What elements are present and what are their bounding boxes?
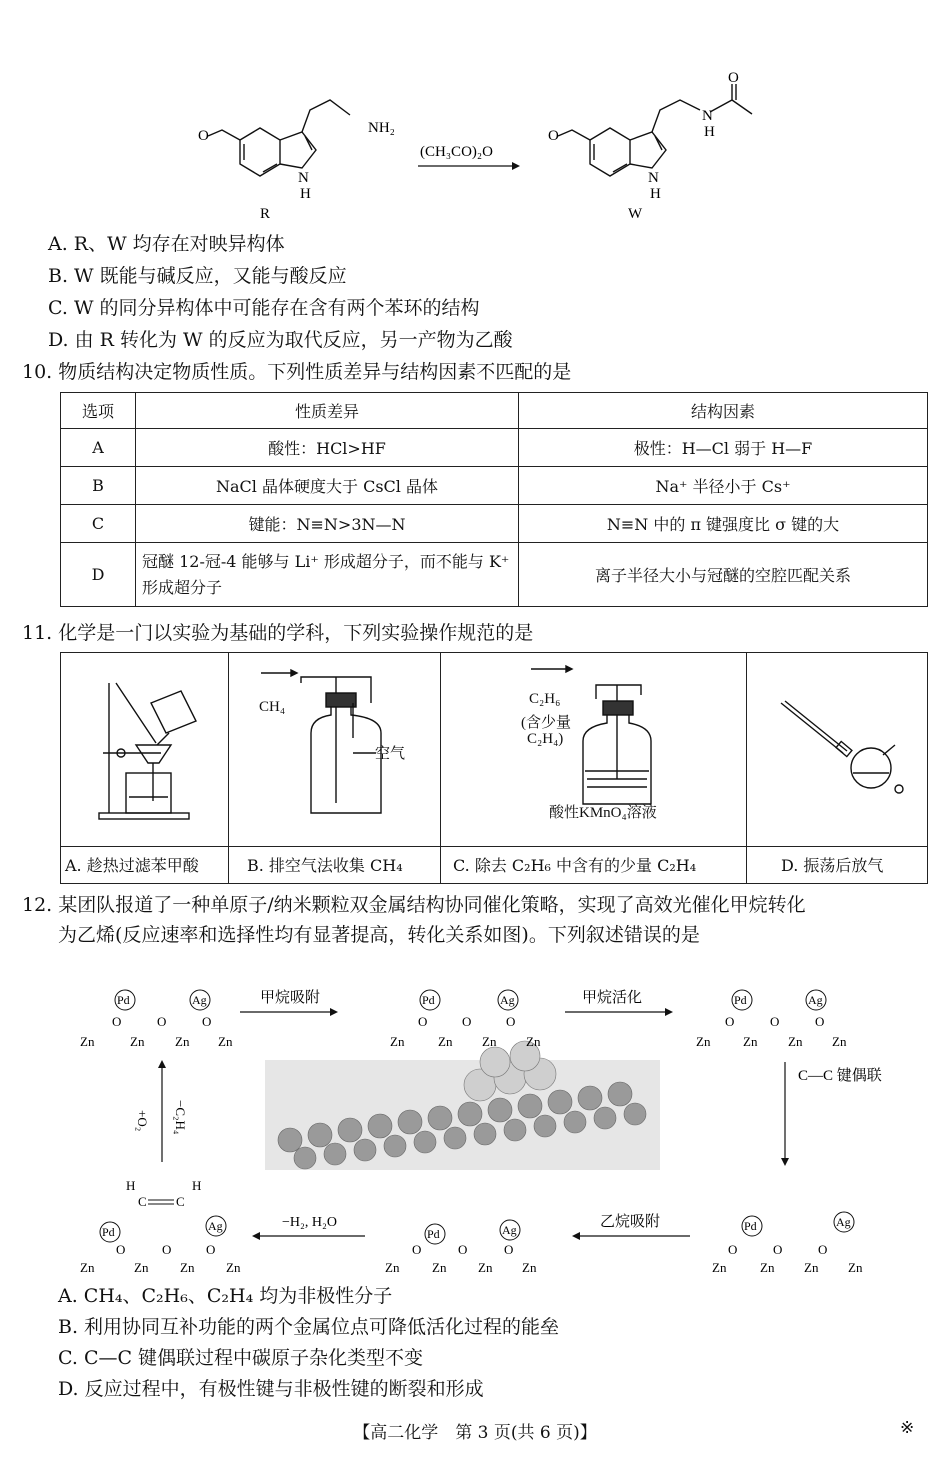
molecule-R xyxy=(208,100,350,176)
stage-2-adsorbed xyxy=(390,990,541,1049)
o-atom: O xyxy=(770,1014,780,1029)
w-ring-h: H xyxy=(650,186,661,202)
o-atom: O xyxy=(462,1014,472,1029)
zn-atom: Zn xyxy=(218,1034,233,1049)
stage-3-activated xyxy=(696,990,847,1049)
ag-atom: Ag xyxy=(192,993,207,1007)
pd-atom: Pd xyxy=(734,993,747,1007)
stage-1-catalyst xyxy=(80,990,233,1049)
o-atom: O xyxy=(412,1242,422,1257)
zn-atom: Zn xyxy=(804,1260,819,1275)
c-atom: C xyxy=(176,1194,185,1209)
table-row[interactable] xyxy=(61,505,928,543)
h-atom: H xyxy=(192,1178,202,1193)
step-couple: C—C 键偶联 xyxy=(798,1068,882,1084)
o-atom: O xyxy=(418,1014,428,1029)
o-atom: O xyxy=(815,1014,825,1029)
filtration-apparatus-icon xyxy=(81,673,211,843)
row-b-property: NaCl 晶体硬度大于 CsCl 晶体 xyxy=(136,467,519,505)
reagent-label: (CH₃CO)₂O xyxy=(420,144,493,160)
stage-4-coupled xyxy=(712,1212,863,1275)
row-d-property: 冠醚 12-冠-4 能够与 Li⁺ 形成超分子，而不能与 K⁺ 形成超分子 xyxy=(136,543,519,607)
header-property: 性质差异 xyxy=(136,393,519,429)
c2h6-label: C₂H₆ xyxy=(529,691,561,707)
zn-atom: Zn xyxy=(482,1034,497,1049)
zn-atom: Zn xyxy=(80,1260,95,1275)
label-R: R xyxy=(260,206,271,222)
air-label: 空气 xyxy=(375,746,406,762)
pd-atom: Pd xyxy=(102,1225,115,1239)
contains-label: (含少量 xyxy=(521,715,571,731)
pd-atom: Pd xyxy=(427,1227,440,1241)
ag-atom: Ag xyxy=(502,1223,517,1237)
zn-atom: Zn xyxy=(180,1260,195,1275)
zn-atom: Zn xyxy=(80,1034,95,1049)
header-structure: 结构因素 xyxy=(519,393,928,429)
zn-atom: Zn xyxy=(522,1260,537,1275)
zn-atom: Zn xyxy=(478,1260,493,1275)
table-header-row xyxy=(61,393,928,429)
o-atom: O xyxy=(818,1242,828,1257)
o-atom: O xyxy=(157,1014,167,1029)
r-nh2: NH₂ xyxy=(368,120,395,136)
q9-option-b[interactable]: B. W 既能与碱反应，又能与酸反应 xyxy=(48,265,347,287)
h-atom: H xyxy=(126,1178,136,1193)
o-atom: O xyxy=(728,1242,738,1257)
w-ether-o: O xyxy=(548,128,559,144)
q12-option-b[interactable]: B. 利用协同互补功能的两个金属位点可降低活化过程的能垒 xyxy=(58,1316,560,1338)
ag-atom: Ag xyxy=(500,993,515,1007)
q12-option-a[interactable]: A. CH₄、C₂H₆、C₂H₄ 均为非极性分子 xyxy=(58,1285,393,1307)
separatory-funnel-icon xyxy=(771,693,921,803)
zn-atom: Zn xyxy=(832,1034,847,1049)
o-atom: O xyxy=(506,1014,516,1029)
label-W: W xyxy=(628,206,643,222)
zn-atom: Zn xyxy=(226,1260,241,1275)
r-h: H xyxy=(300,186,311,202)
q9-option-d[interactable]: D. 由 R 转化为 W 的反应为取代反应，另一产物为乙酸 xyxy=(48,329,513,351)
page-footer: 【高二化学 第 3 页(共 6 页)】 xyxy=(353,1423,597,1443)
w-n: N xyxy=(702,108,713,124)
pd-atom: Pd xyxy=(422,993,435,1007)
q12-stem-line1: 12. 某团队报道了一种单原子/纳米颗粒双金属结构协同催化策略，实现了高效光催化甲烷转化 xyxy=(22,894,806,916)
stage-6-ethylene xyxy=(80,1178,241,1275)
o-atom: O xyxy=(458,1242,468,1257)
row-d-label: D xyxy=(61,543,136,607)
q11-apparatus-panel xyxy=(60,652,928,884)
o-atom: O xyxy=(206,1242,216,1257)
row-a-property: 酸性：HCl>HF xyxy=(136,429,519,467)
q10-table xyxy=(60,392,928,607)
row-c-property: 键能：N≡N>3N—N xyxy=(136,505,519,543)
q12-stem-line2: 为乙烯(反应速率和选择性均有显著提高，转化关系如图)。下列叙述错误的是 xyxy=(58,924,700,946)
zn-atom: Zn xyxy=(743,1034,758,1049)
step-o2: +O₂ xyxy=(135,1110,150,1132)
header-option: 选项 xyxy=(61,393,136,429)
zn-atom: Zn xyxy=(788,1034,803,1049)
table-row[interactable] xyxy=(61,429,928,467)
ch4-label: CH₄ xyxy=(259,699,286,715)
ag-atom: Ag xyxy=(208,1219,223,1233)
step-release: −H₂, H₂O xyxy=(282,1215,337,1230)
pd-atom: Pd xyxy=(117,993,130,1007)
zn-atom: Zn xyxy=(438,1034,453,1049)
table-row[interactable] xyxy=(61,543,928,607)
zn-atom: Zn xyxy=(526,1034,541,1049)
caption-d[interactable]: D. 振荡后放气 xyxy=(781,856,884,875)
ag-atom: Ag xyxy=(836,1215,851,1229)
o-atom: O xyxy=(725,1014,735,1029)
q9-reaction-scheme xyxy=(180,70,800,230)
step-activate: 甲烷活化 xyxy=(582,990,643,1006)
table-row[interactable] xyxy=(61,467,928,505)
catalysis-cycle-diagram xyxy=(60,950,890,1280)
c2h4-label: C₂H₄) xyxy=(527,731,564,747)
pd-atom: Pd xyxy=(744,1219,757,1233)
o-atom: O xyxy=(504,1242,514,1257)
molecule-W xyxy=(558,84,752,176)
caption-c[interactable]: C. 除去 C₂H₆ 中含有的少量 C₂H₄ xyxy=(453,856,697,875)
kmno4-label: 酸性KMnO₄溶液 xyxy=(549,805,657,821)
row-c-label: C xyxy=(61,505,136,543)
row-a-structure: 极性：H—Cl 弱于 H—F xyxy=(519,429,928,467)
zn-atom: Zn xyxy=(696,1034,711,1049)
zn-atom: Zn xyxy=(390,1034,405,1049)
zn-atom: Zn xyxy=(130,1034,145,1049)
zn-atom: Zn xyxy=(712,1260,727,1275)
row-b-label: B xyxy=(61,467,136,505)
zn-atom: Zn xyxy=(175,1034,190,1049)
q11-stem: 11. 化学是一门以实验为基础的学科，下列实验操作规范的是 xyxy=(22,622,534,644)
w-carbonyl-o: O xyxy=(728,70,739,86)
zn-atom: Zn xyxy=(848,1260,863,1275)
zn-atom: Zn xyxy=(385,1260,400,1275)
row-c-structure: N≡N 中的 π 键强度比 σ 键的大 xyxy=(519,505,928,543)
o-atom: O xyxy=(116,1242,126,1257)
r-o: O xyxy=(198,128,209,144)
caption-a[interactable]: A. 趁热过滤苯甲酸 xyxy=(65,856,199,875)
c-atom: C xyxy=(138,1194,147,1209)
o-atom: O xyxy=(162,1242,172,1257)
q10-stem: 10. 物质结构决定物质性质。下列性质差异与结构因素不匹配的是 xyxy=(22,361,572,383)
catalyst-surface-image xyxy=(265,1041,660,1170)
zn-atom: Zn xyxy=(760,1260,775,1275)
o-atom: O xyxy=(202,1014,212,1029)
row-a-label: A xyxy=(61,429,136,467)
q12-option-c[interactable]: C. C—C 键偶联过程中碳原子杂化类型不变 xyxy=(58,1347,424,1369)
step-adsorb: 甲烷吸附 xyxy=(260,990,321,1006)
w-nh-h: H xyxy=(704,124,715,140)
row-b-structure: Na⁺ 半径小于 Cs⁺ xyxy=(519,467,928,505)
q9-option-a[interactable]: A. R、W 均存在对映异构体 xyxy=(48,233,285,255)
r-n: N xyxy=(298,170,309,186)
ag-atom: Ag xyxy=(808,993,823,1007)
caption-b[interactable]: B. 排空气法收集 CH₄ xyxy=(247,856,403,875)
q9-option-c[interactable]: C. W 的同分异构体中可能存在含有两个苯环的结构 xyxy=(48,297,480,319)
q12-option-d[interactable]: D. 反应过程中，有极性键与非极性键的断裂和形成 xyxy=(58,1378,484,1400)
row-d-structure: 离子半径大小与冠醚的空腔匹配关系 xyxy=(519,543,928,607)
o-atom: O xyxy=(112,1014,122,1029)
o-atom: O xyxy=(773,1242,783,1257)
stage-5-ethane xyxy=(385,1220,537,1275)
zn-atom: Zn xyxy=(134,1260,149,1275)
zn-atom: Zn xyxy=(432,1260,447,1275)
step-ethane: 乙烷吸附 xyxy=(600,1214,661,1230)
step-c2h4: −C₂H₄ xyxy=(173,1100,188,1135)
w-ring-n: N xyxy=(648,170,659,186)
footer-mark: ※ xyxy=(900,1418,915,1438)
